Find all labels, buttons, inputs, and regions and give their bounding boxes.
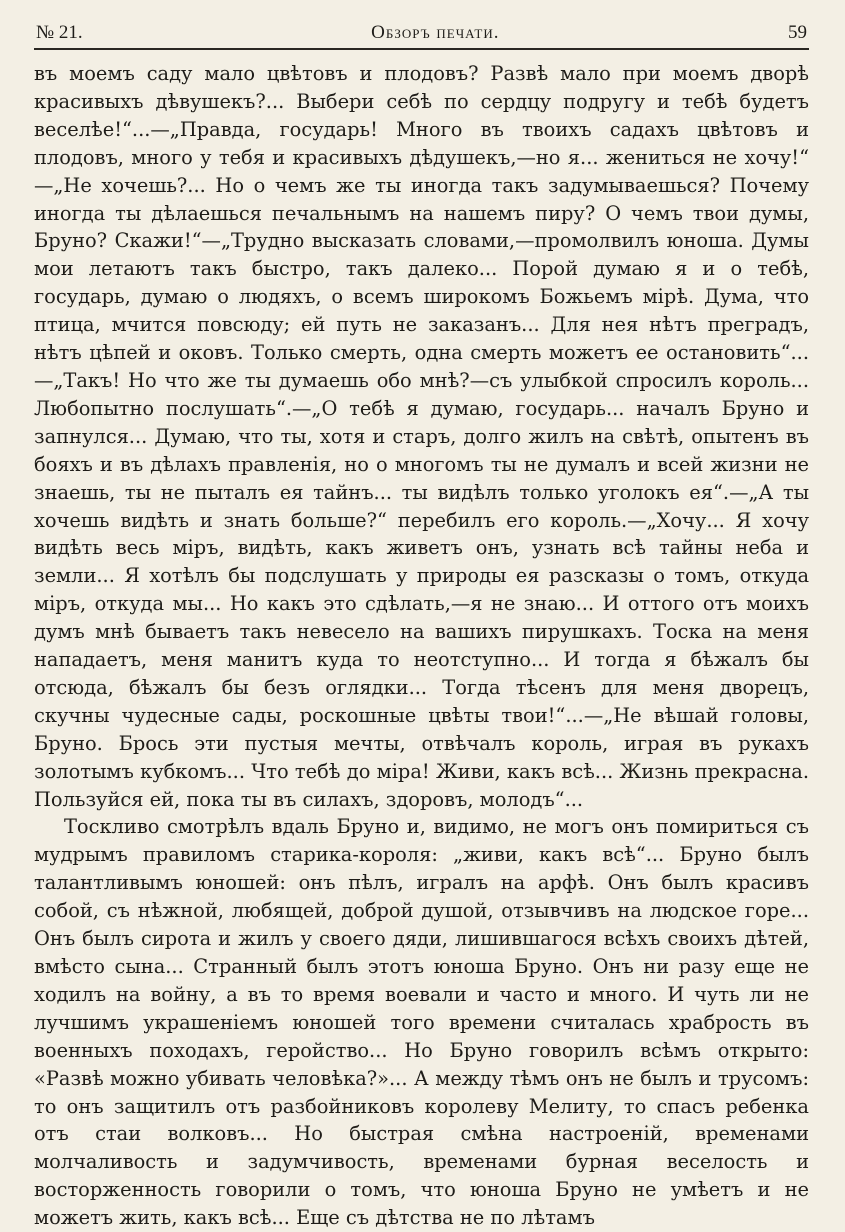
header-rule — [34, 48, 809, 50]
article-body — [34, 60, 809, 1232]
page-header — [34, 22, 809, 48]
paragraph: въ моемъ саду мало цвѣтовъ и плодовъ? Развѣ мало при моемъ дворѣ красивыхъ дѣвушекъ?... Выбери себѣ по сердцу подругу и тебѣ будетъ веселѣе!“...—„Правда, государь! Много въ твоихъ садахъ цвѣтовъ и плодовъ, много у тебя и красивыхъ дѣдушекъ,—но я... жениться не хочу!“ —„Не хочешь?... Но о чемъ же ты иногда такъ задумываешься? Почему иногда ты дѣлаешься печальнымъ на нашемъ пиру? О чемъ твои думы, Бруно? Скажи!“—„Трудно высказать словами,—промолвилъ юноша. Думы мои летаютъ такъ быстро, такъ далеко... Порой думаю я и о тебѣ, государь, думаю о людяхъ, о всемъ широкомъ Божьемъ мірѣ. Дума, что птица, мчится повсюду; ей путь не заказанъ... Для нея нѣтъ преградъ, нѣтъ цѣпей и оковъ. Только смерть, одна смерть можетъ ее остановить“...—„Такъ! Но что же ты думаешь обо мнѣ?—съ улыбкой спросилъ король... Любопытно послушать“.—„О тебѣ я думаю, государь... началъ Бруно и запнулся... Думаю, что ты, хотя и старъ, долго жилъ на свѣтѣ, опытенъ въ бояхъ и въ дѣлахъ правленія, но о многомъ ты не думалъ и всей жизни не знаешь, ты не пыталъ ея тайнъ... ты видѣлъ только уголокъ ея“.—„А ты хочешь видѣть и знать больше?“ перебилъ его король.—„Хочу... Я хочу видѣть весь міръ, видѣть, какъ живетъ онъ, узнать всѣ тайны неба и земли... Я хотѣлъ бы подслушать у природы ея разсказы о томъ, откуда міръ, откуда мы... Но какъ это сдѣлать,—я не знаю... И оттого отъ моихъ думъ мнѣ бываетъ такъ невесело на вашихъ пирушкахъ. Тоска на меня нападаетъ, меня манитъ куда то неотступно... И тогда я бѣжалъ бы отсюда, бѣжалъ бы безъ оглядки... Тогда тѣсенъ для меня дворецъ, скучны чудесные сады, роскошные цвѣты твои!“...—„Не вѣшай головы, Бруно. Брось эти пустыя мечты, отвѣчалъ король, играя въ рукахъ золотымъ кубкомъ... Что тебѣ до міра! Живи, какъ всѣ... Жизнь прекрасна. Пользуйся ей, пока ты въ силахъ, здоровъ, молодъ“... — [34, 62, 809, 811]
issue-number: № 21. — [36, 22, 83, 43]
running-title: Обзоръ печати. — [371, 22, 500, 43]
page-number: 59 — [788, 22, 807, 43]
paragraph: Тоскливо смотрѣлъ вдаль Бруно и, видимо, не могъ онъ помириться съ мудрымъ правиломъ старика-короля: „живи, какъ всѣ“... Бруно былъ талантливымъ юношей: онъ пѣлъ, игралъ на арфѣ. Онъ былъ красивъ собой, съ нѣжной, любящей, доброй душой, отзывчивъ на людское горе... Онъ былъ сирота и жилъ у своего дяди, лишившагося всѣхъ своихъ дѣтей, вмѣсто сына... Странный былъ этотъ юноша Бруно. Онъ ни разу еще не ходилъ на войну, а въ то время воевали и часто и много. И чуть ли не лучшимъ украшеніемъ юношей того времени считалась храбрость въ военныхъ походахъ, геройство... Но Бруно говорилъ всѣмъ открыто: «Развѣ можно убивать человѣка?»... А между тѣмъ онъ не былъ и трусомъ: то онъ защитилъ отъ разбойниковъ королеву Мелиту, то спасъ ребенка отъ стаи волковъ... Но быстрая смѣна настроеній, временами молчаливость и задумчивость, временами бурная веселость и восторженность говорили о томъ, что юноша Бруно не умѣетъ и не можетъ жить, какъ всѣ... Еще съ дѣтства не по лѣтамъ — [34, 815, 809, 1230]
